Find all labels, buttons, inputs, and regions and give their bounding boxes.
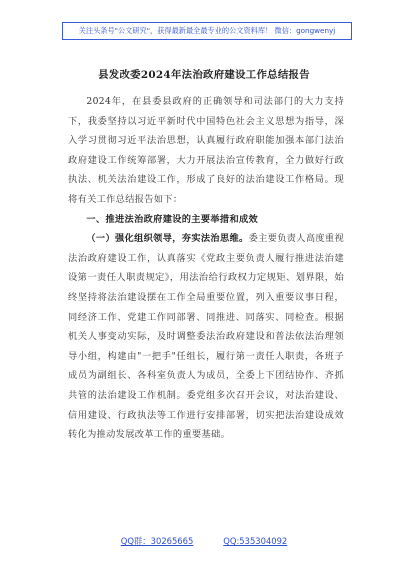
promo-banner: 关注头条号"公文研究"，获得最新最全最专业的公文资料库！ 微信：gongwenyj <box>62 22 352 40</box>
document-title: 县发改委2024年法治政府建设工作总结报告 <box>98 69 310 81</box>
subsection-heading-1: （一）强化组织领导，夯实法治思维。 <box>86 233 249 245</box>
subsection-text-1: 委主要负责人高度重视法治政府建设工作，认真落实《党政主要负责人履行推进法治建设第一责任人职责规定》，用法治给行政权力定规矩、划界限，始终坚持将法治建设摆在工作全局重要位置，列入重要议事日程，同经济工作、党建工作同部署、同推进、同落实、同检查。根据机关人事变动实际，及时调整委法治政府建设和普法依法治理领导小组，构建由"一把手"任组长，履行第一责任人职责，各班子成员为副组长、各科室负责人为成员，全委上下团结协作、齐抓共管的法治建设工作机制。委党组多次召开会议，对法治建设、信用建设、行政执法等工作进行安排部署，切实把法治建设成效转化为推动发展改革工作的重要基础。 <box>68 233 345 441</box>
section-heading-1: 一、推进法治政府建设的主要举措和成效 <box>86 213 259 225</box>
subsection-paragraph-1 <box>68 229 344 445</box>
document-body <box>68 92 344 445</box>
qq-group-link[interactable]: QQ群：30265665 <box>120 536 194 546</box>
qq-contact-link[interactable]: QQ:535304092 <box>223 536 288 546</box>
contact-footer <box>0 535 408 547</box>
intro-paragraph: 2024年，在县委县政府的正确领导和司法部门的大力支持下，我委坚持以习近平新时代中国特色社会主义思想为指导，深入学习贯彻习近平法治思想，认真履行政府职能加强本部门法治政府建设工作统筹部署，大力开展法治宣传教育，全力做好行政执法、机关法治建设工作，形成了良好的法治建设工作格局。现将有关工作总结报告如下： <box>68 96 344 205</box>
